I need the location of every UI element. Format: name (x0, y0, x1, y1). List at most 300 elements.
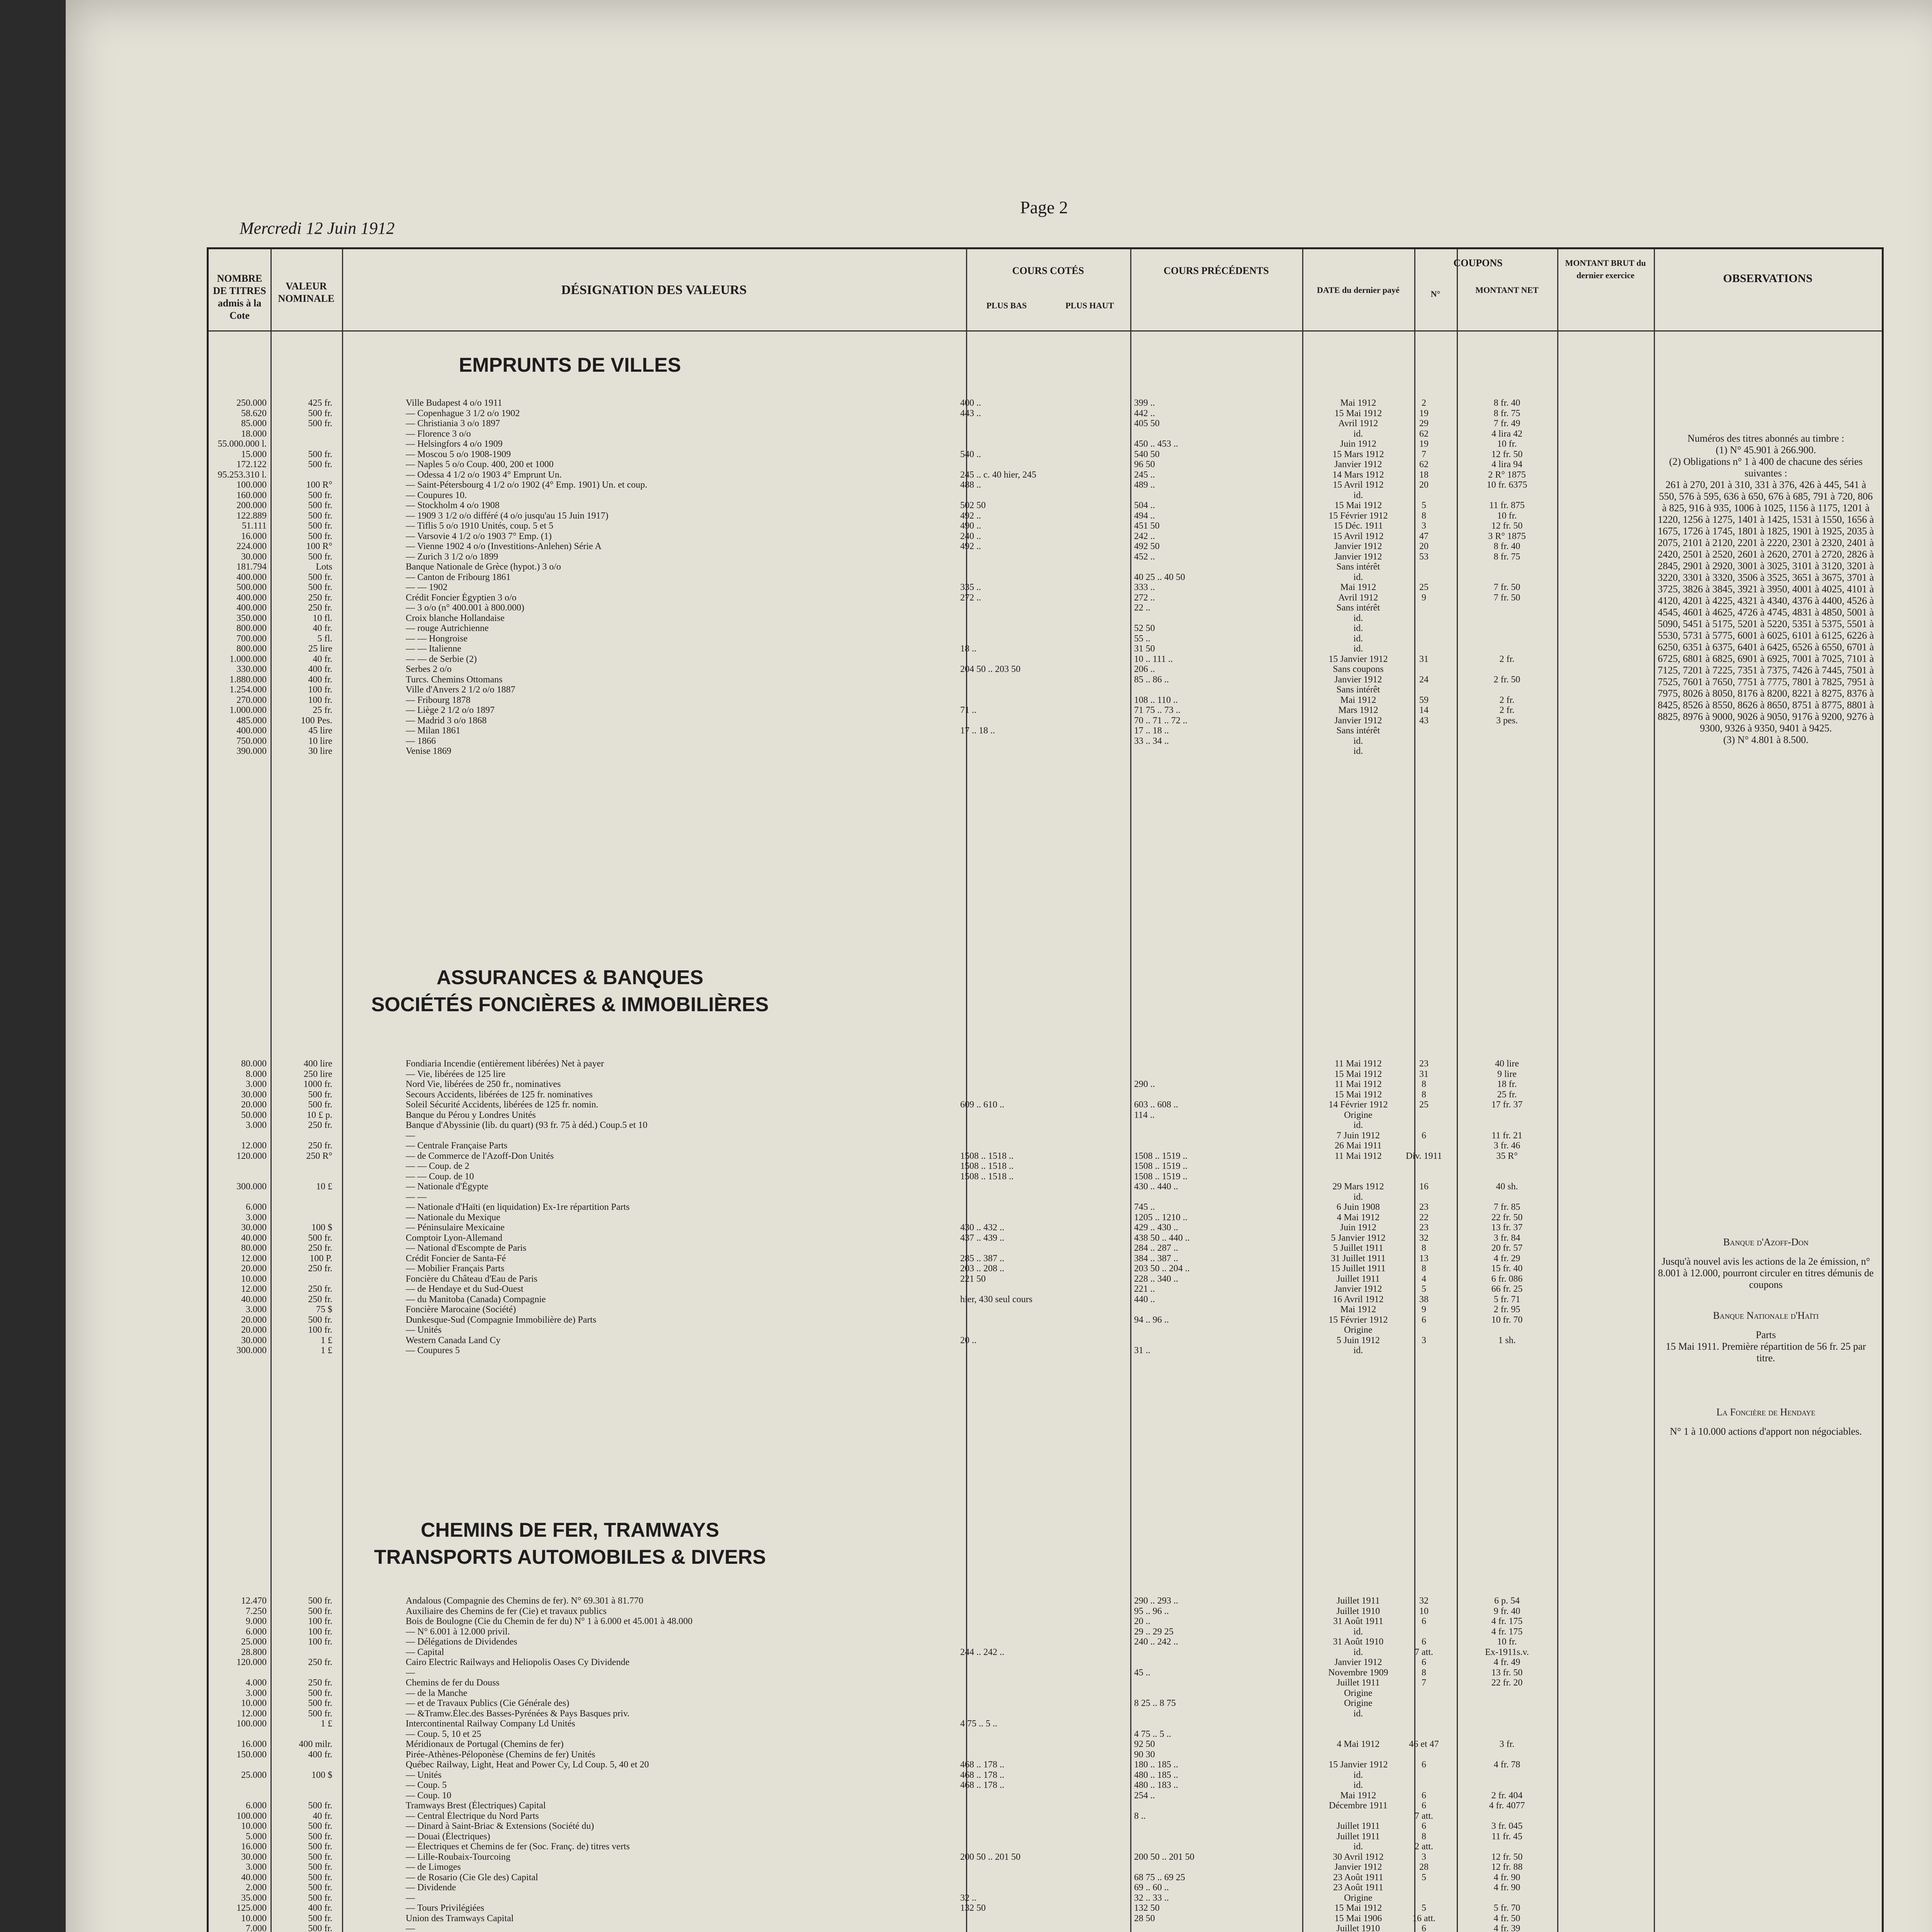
table-row (207, 726, 1880, 736)
cell-c: 285 .. 387 .. (960, 1253, 1004, 1264)
cell-no: 43 (1419, 715, 1429, 726)
cell-d: Chemins de fer du Douss (406, 1678, 500, 1688)
col-observations: OBSERVATIONS (1723, 272, 1813, 285)
cell-v: 25 lire (308, 644, 332, 654)
cell-m: 10 fr. 6375 (1486, 480, 1527, 490)
table-row (207, 1913, 1880, 1923)
cell-d: Crédit Foncier de Santa-Fé (406, 1253, 506, 1264)
table-row (207, 1657, 1880, 1667)
observation-hendaye-title: La Foncière de Hendaye (1716, 1406, 1815, 1418)
cell-p: 22 .. (1134, 603, 1150, 613)
cell-no: 5 (1422, 1872, 1426, 1883)
cell-v: 100 fr. (308, 685, 332, 695)
cell-d: — de Commerce de l'Azoff-Don Unités (406, 1151, 554, 1161)
cell-p: 540 50 (1134, 449, 1160, 459)
cell-n: 350.000 (236, 613, 267, 623)
cell-n: 700.000 (236, 633, 267, 644)
observation-haiti: Parts 15 Mai 1911. Première répartition de 56 fr. 25 par titre. (1665, 1329, 1866, 1364)
cell-m: 12 fr. 50 (1491, 1852, 1523, 1862)
cell-c: 204 50 .. 203 50 (960, 664, 1020, 674)
cell-dt: Origine (1344, 1325, 1372, 1335)
cell-v: 500 fr. (308, 408, 332, 418)
cell-d: — Dinard à Saint-Briac & Extensions (Société du) (406, 1821, 594, 1831)
cell-d: Western Canada Land Cy (406, 1335, 501, 1345)
table-row (207, 582, 1880, 592)
cell-m: 12 fr. 88 (1491, 1862, 1523, 1872)
table-row (207, 1182, 1880, 1192)
cell-v: 500 fr. (308, 1862, 332, 1872)
cell-n: 172.122 (236, 459, 267, 469)
cell-m: 2 fr. (1499, 654, 1515, 664)
cell-n: 8.000 (246, 1069, 267, 1079)
table-row (207, 1647, 1880, 1657)
table-row (207, 1274, 1880, 1284)
cell-n: 7.000 (246, 1923, 267, 1932)
cell-d: — Madrid 3 o/o 1868 (406, 715, 487, 726)
cell-d: — Canton de Fribourg 1861 (406, 572, 511, 582)
cell-d: — Vienne 1902 4 o/o (Investitions-Anlehen) Série A (406, 541, 602, 551)
cell-v: 500 fr. (308, 1883, 332, 1893)
cell-d: — Stockholm 4 o/o 1908 (406, 500, 500, 510)
cell-d: — — Coup. de 2 (406, 1161, 469, 1171)
cell-d: — Copenhague 3 1/2 o/o 1902 (406, 408, 520, 418)
cell-c: 1508 .. 1518 .. (960, 1171, 1014, 1182)
cell-c: 443 .. (960, 408, 981, 418)
cell-dt: id. (1353, 613, 1363, 623)
cell-d: — Coupures 5 (406, 1345, 460, 1355)
cell-n: 270.000 (236, 695, 267, 705)
cell-m: 3 fr. 045 (1491, 1821, 1523, 1831)
cell-v: 500 fr. (308, 1606, 332, 1616)
cell-n: 1.254.000 (230, 685, 267, 695)
cell-m: 35 R° (1496, 1151, 1518, 1161)
cell-no: 8 (1422, 1831, 1426, 1842)
cell-d: — Odessa 4 1/2 o/o 1903 4° Emprunt Un. (406, 469, 562, 480)
cell-m: 4 fr. 90 (1493, 1872, 1520, 1883)
cell-n: 6.000 (246, 1626, 267, 1637)
cell-no: 6 (1422, 1923, 1426, 1932)
table-row (207, 1596, 1880, 1606)
cell-n: 800.000 (236, 623, 267, 633)
cell-n: 800.000 (236, 644, 267, 654)
cell-dt: Janvier 1912 (1334, 1862, 1382, 1872)
cell-dt: id. (1353, 623, 1363, 633)
cell-d: — Varsovie 4 1/2 o/o 1903 7° Emp. (1) (406, 531, 552, 541)
cell-m: 66 fr. 25 (1491, 1284, 1523, 1294)
cell-d: — — Hongroise (406, 633, 468, 644)
cell-m: 5 fr. 71 (1493, 1294, 1520, 1304)
cell-d: — Naples 5 o/o Coup. 400, 200 et 1000 (406, 459, 554, 469)
cell-v: 1 £ (321, 1335, 332, 1345)
cell-dt: 31 Août 1911 (1333, 1616, 1383, 1626)
cell-no: 62 (1419, 429, 1429, 439)
table-row (207, 552, 1880, 562)
cell-p: 108 .. 110 .. (1134, 695, 1178, 705)
table-row (207, 1780, 1880, 1790)
cell-d: — de Limoges (406, 1862, 461, 1872)
table-row (207, 1739, 1880, 1749)
cell-n: 181.794 (236, 562, 267, 572)
cell-d: Banque Nationale de Grèce (hypot.) 3 o/o (406, 562, 561, 572)
table-row (207, 1852, 1880, 1862)
cell-m: 15 fr. 40 (1491, 1264, 1523, 1274)
cell-v: 500 fr. (308, 582, 332, 592)
table-row (207, 1141, 1880, 1151)
cell-v: 100 $ (311, 1223, 332, 1233)
cell-dt: id. (1353, 1345, 1363, 1355)
cell-p: 245 .. (1134, 469, 1155, 480)
table-row (207, 1637, 1880, 1647)
cell-d: Cairo Electric Railways and Heliopolis Oases Cy Dividende (406, 1657, 630, 1667)
cell-dt: Mai 1912 (1340, 695, 1376, 705)
cell-m: 2 fr. 50 (1493, 674, 1520, 685)
cell-n: 1.000.000 (230, 705, 267, 715)
cell-no: 14 (1419, 705, 1429, 715)
cell-d: — Nationale d'Haïti (en liquidation) Ex-1re répartition Parts (406, 1202, 630, 1212)
cell-d: Banque du Pérou y Londres Unités (406, 1110, 536, 1120)
cell-m: 4 fr. 50 (1493, 1913, 1520, 1923)
cell-no: 20 (1419, 480, 1429, 490)
table-row (207, 1821, 1880, 1831)
table-row (207, 1192, 1880, 1202)
cell-d: Méridionaux de Portugal (Chemins de fer) (406, 1739, 564, 1749)
cell-d: — rouge Autrichienne (406, 623, 489, 633)
cell-n: 3.000 (246, 1688, 267, 1698)
cell-c: 240 .. (960, 531, 981, 541)
cell-n: 5.000 (246, 1831, 267, 1842)
cell-m: 7 fr. 49 (1493, 418, 1520, 429)
cell-n: 10.000 (241, 1821, 267, 1831)
cell-m: 3 pes. (1496, 715, 1518, 726)
cell-d: — Douai (Électriques) (406, 1831, 490, 1842)
cell-dt: Janvier 1912 (1334, 1657, 1382, 1667)
cell-c: 20 .. (960, 1335, 976, 1345)
cell-v: 400 lire (304, 1059, 332, 1069)
cell-n: 3.000 (246, 1862, 267, 1872)
cell-n: 122.889 (236, 510, 267, 521)
table-row (207, 1079, 1880, 1089)
cell-d: Dunkesque-Sud (Compagnie Immobilière de) Parts (406, 1315, 597, 1325)
section-title-emprunts: EMPRUNTS DE VILLES (459, 354, 681, 376)
table-row (207, 1903, 1880, 1913)
cell-no: 16 att. (1412, 1913, 1435, 1923)
table-row (207, 1202, 1880, 1212)
table-row (207, 613, 1880, 623)
cell-dt: id. (1353, 1626, 1363, 1637)
cell-dt: id. (1353, 633, 1363, 644)
cell-d: — Lille-Roubaix-Tourcoing (406, 1852, 510, 1862)
cell-dt: 6 Juin 1908 (1336, 1202, 1380, 1212)
cell-p: 221 .. (1134, 1284, 1155, 1294)
cell-m: 2 fr. 95 (1493, 1304, 1520, 1315)
cell-dt: id. (1353, 429, 1363, 439)
cell-v: 250 fr. (308, 1243, 332, 1253)
cell-no: 53 (1419, 551, 1429, 562)
cell-n: 20.000 (241, 1315, 267, 1325)
cell-v: 250 fr. (308, 1678, 332, 1688)
table-row (207, 1709, 1880, 1719)
cell-d: — Coup. 5, 10 et 25 (406, 1729, 481, 1739)
cell-m: 11 fr. 45 (1492, 1831, 1522, 1842)
cell-v: 400 fr. (308, 1749, 332, 1760)
table-row (207, 562, 1880, 572)
cell-m: 17 fr. 37 (1491, 1100, 1523, 1110)
cell-dt: 5 Janvier 1912 (1331, 1233, 1386, 1243)
cell-m: 4 fr. 39 (1493, 1923, 1520, 1932)
cell-no: 6 (1422, 1821, 1426, 1831)
cell-v: 100 R° (306, 541, 332, 551)
cell-dt: 15 Mai 1906 (1334, 1913, 1382, 1923)
table-row (207, 1729, 1880, 1739)
cell-n: 3.000 (246, 1120, 267, 1130)
cell-p: 1205 .. 1210 .. (1134, 1212, 1187, 1223)
table-row (207, 1151, 1880, 1161)
cell-d: Secours Accidents, libérées de 125 fr. nominatives (406, 1089, 593, 1100)
cell-v: 500 fr. (308, 1831, 332, 1842)
cell-dt: Juillet 1910 (1336, 1923, 1380, 1932)
cell-p: 745 .. (1134, 1202, 1155, 1212)
cell-c: hier, 430 seul cours (960, 1294, 1032, 1304)
cell-c: 1508 .. 1518 .. (960, 1161, 1014, 1171)
cell-m: 8 fr. 75 (1493, 551, 1520, 562)
cell-v: 500 fr. (308, 490, 332, 500)
cell-d: — de Rosario (Cie Gle des) Capital (406, 1872, 538, 1883)
cell-p: 228 .. 340 .. (1134, 1274, 1178, 1284)
cell-dt: 15 Mai 1912 (1334, 1089, 1382, 1100)
cell-m: 7 fr. 50 (1493, 582, 1520, 592)
cell-p: 1508 .. 1519 .. (1134, 1171, 1187, 1182)
cell-p: 4 75 .. 5 .. (1134, 1729, 1171, 1739)
cell-v: 40 fr. (313, 623, 332, 633)
cell-dt: Juillet 1911 (1337, 1678, 1380, 1688)
cell-n: 250.000 (236, 398, 267, 408)
col-montant-brut: MONTANT BRUT du dernier exercice (1565, 258, 1646, 280)
cell-d: Québec Railway, Light, Heat and Power Cy, Ld Coup. 5, 40 et 20 (406, 1760, 649, 1770)
cell-no: 2 att. (1415, 1842, 1433, 1852)
cell-n: 120.000 (236, 1657, 267, 1667)
cell-v: 500 fr. (308, 1872, 332, 1883)
cell-c: 400 .. (960, 398, 981, 408)
cell-dt: Juillet 1910 (1336, 1606, 1380, 1616)
cell-v: 400 fr. (308, 1903, 332, 1913)
cell-p: 494 .. (1134, 510, 1155, 521)
cell-p: 10 .. 111 .. (1134, 654, 1173, 664)
col-date-dernier: DATE du dernier payé (1317, 285, 1400, 295)
cell-p: 451 50 (1134, 521, 1160, 531)
cell-n: 16.000 (241, 1842, 267, 1852)
cell-c: 71 .. (960, 705, 976, 715)
cell-c: 272 .. (960, 592, 981, 603)
cell-dt: Avril 1912 (1338, 592, 1378, 603)
cell-dt: 23 Août 1911 (1333, 1883, 1383, 1893)
cell-d: Turcs. Chemins Ottomans (406, 674, 503, 685)
cell-p: 492 50 (1134, 541, 1160, 551)
table-row (207, 429, 1880, 439)
cell-n: 400.000 (236, 572, 267, 582)
table-row (207, 1110, 1880, 1120)
cell-n: 35.000 (241, 1893, 267, 1903)
cell-d: — Coupures 10. (406, 490, 467, 500)
cell-no: 38 (1419, 1294, 1429, 1304)
table-row (207, 1698, 1880, 1708)
cell-n: 160.000 (236, 490, 267, 500)
cell-c: 200 50 .. 201 50 (960, 1852, 1020, 1862)
cell-n: 6.000 (246, 1202, 267, 1212)
table-row (207, 408, 1880, 418)
cell-c: 490 .. (960, 521, 981, 531)
cell-d: — — Italienne (406, 644, 461, 654)
cell-dt: Sans intérêt (1336, 603, 1380, 613)
cell-no: 59 (1419, 695, 1429, 705)
cell-dt: 26 Mai 1911 (1335, 1141, 1382, 1151)
cell-p: 28 50 (1134, 1913, 1155, 1923)
table-row (207, 1872, 1880, 1883)
cell-no: 3 (1422, 1852, 1426, 1862)
section-title-assurances: ASSURANCES & BANQUES (436, 966, 704, 989)
cell-n: 30.000 (241, 551, 267, 562)
cell-n: 400.000 (236, 726, 267, 736)
cell-m: 5 fr. 70 (1493, 1903, 1520, 1913)
cell-m: 4 lira 42 (1492, 429, 1522, 439)
cell-dt: id. (1353, 736, 1363, 746)
cell-dt: id. (1353, 490, 1363, 500)
cell-p: 384 .. 387 .. (1134, 1253, 1178, 1264)
cell-d: Crédit Foncier Égyptien 3 o/o (406, 592, 517, 603)
table-row (207, 1253, 1880, 1264)
cell-d: Soleil Sécurité Accidents, libérées de 125 fr. nomin. (406, 1100, 599, 1110)
table-row (207, 1606, 1880, 1616)
col-designation: DÉSIGNATION DES VALEURS (561, 283, 747, 297)
cell-d: — (406, 1130, 415, 1141)
table-row (207, 1315, 1880, 1325)
cell-n: 3.000 (246, 1079, 267, 1089)
cell-no: 23 (1419, 1223, 1429, 1233)
col-numero: N° (1430, 289, 1440, 299)
cell-no: 9 (1422, 1304, 1426, 1315)
cell-no: 16 (1419, 1182, 1429, 1192)
cell-d: Intercontinental Railway Company Ld Unités (406, 1719, 575, 1729)
cell-p: 85 .. 86 .. (1134, 674, 1169, 685)
cell-dt: 31 Juillet 1911 (1331, 1253, 1386, 1264)
cell-v: 250 fr. (308, 1294, 332, 1304)
cell-c: 488 .. (960, 480, 981, 490)
col-cours-cotes: COURS COTÉS (1012, 265, 1084, 276)
cell-dt: 15 Avril 1912 (1333, 480, 1384, 490)
table-row (207, 470, 1880, 480)
cell-n: 55.000.000 l. (218, 439, 267, 449)
cell-m: Ex-1911s.v. (1485, 1647, 1529, 1657)
cell-no: 31 (1419, 654, 1429, 664)
cell-n: 9.000 (246, 1616, 267, 1626)
cell-c: 1508 .. 1518 .. (960, 1151, 1014, 1161)
cell-d: — du Manitoba (Canada) Compagnie (406, 1294, 546, 1304)
cell-n: 25.000 (241, 1770, 267, 1780)
cell-n: 390.000 (236, 746, 267, 756)
col-cours-precedents: COURS PRÉCÉDENTS (1163, 265, 1269, 276)
cell-dt: 14 Février 1912 (1328, 1100, 1388, 1110)
cell-no: 8 (1422, 1667, 1426, 1678)
table-row (207, 1770, 1880, 1780)
cell-v: 500 fr. (308, 1708, 332, 1719)
cell-dt: 15 Février 1912 (1328, 1315, 1388, 1325)
table-row (207, 1923, 1880, 1932)
cell-no: 19 (1419, 439, 1429, 449)
cell-no: 31 (1419, 1069, 1429, 1079)
table-row (207, 439, 1880, 449)
observation-hendaye: N° 1 à 10.000 actions d'apport non négociables. (1670, 1426, 1862, 1437)
cell-v: 40 fr. (313, 1811, 332, 1821)
table-row (207, 1627, 1880, 1637)
cell-no: 25 (1419, 1100, 1429, 1110)
table-row (207, 1325, 1880, 1335)
cell-v: 500 fr. (308, 531, 332, 541)
cell-d: Auxiliaire des Chemins de fer (Cie) et travaux publics (406, 1606, 607, 1616)
cell-m: 3 fr. (1499, 1739, 1515, 1749)
cell-p: 31 .. (1134, 1345, 1150, 1355)
cell-p: 32 .. 33 .. (1134, 1893, 1169, 1903)
cell-d: — (406, 1923, 415, 1932)
cell-d: — Moscou 5 o/o 1908-1909 (406, 449, 511, 459)
table-row (207, 1335, 1880, 1345)
cell-no: 18 (1419, 469, 1429, 480)
cell-m: 2 fr. (1499, 695, 1515, 705)
cell-p: 132 50 (1134, 1903, 1160, 1913)
cell-v: 250 fr. (308, 1657, 332, 1667)
cell-dt: Janvier 1912 (1334, 674, 1382, 685)
table-row (207, 398, 1880, 408)
cell-d: — Central Électrique du Nord Parts (406, 1811, 539, 1821)
table-row (207, 418, 1880, 429)
cell-m: 8 fr. 40 (1493, 541, 1520, 551)
cell-dt: 15 Janvier 1912 (1328, 1760, 1388, 1770)
cell-p: 68 75 .. 69 25 (1134, 1872, 1185, 1883)
cell-c: 437 .. 439 .. (960, 1233, 1004, 1243)
cell-p: 33 .. 34 .. (1134, 736, 1169, 746)
cell-no: 6 (1422, 1801, 1426, 1811)
cell-v: 100 Pes. (301, 715, 332, 726)
cell-p: 240 .. 242 .. (1134, 1637, 1178, 1647)
cell-n: 80.000 (241, 1243, 267, 1253)
cell-c: 32 .. (960, 1893, 976, 1903)
cell-d: Ville Budapest 4 o/o 1911 (406, 398, 502, 408)
cell-p: 430 .. 440 .. (1134, 1182, 1178, 1192)
cell-c: 335 .. (960, 582, 981, 592)
observation-emprunts: Numéros des titres abonnés au timbre : (1) N° 45.901 à 266.900. (2) Obligations n° 1 à 400 de chacune des séries suivantes : 261 à 270, 201 à 310, 331 à 376, 426 à 445, 541 à 550, 576 à 595, 636 à 650, 676 à 685, 791 à 720, 806 à 825, 916 à 935, 1006 à 1025, 1156 à 1175, 1201 à 1220, 1256 à 1275, 1401 à 1425, 1531 à 1550, 1656 à 1675, 1726 à 1745, 1801 à 1825, 1901 à 1925, 2035 à 2075, 2101 à 2120, 2201 à 2220, 2301 à 2320, 2401 à 2420, 2501 à 2520, 2601 à 2620, 2701 à 2720, 2826 à 2845, 2901 à 2920, 3001 à 3025, 3101 à 3120, 3201 à 3220, 3301 à 3320, 3506 à 3525, 3651 à 3675, 3701 à 3725, 3826 à 3845, 3921 à 3950, 4001 à 4025, 4101 à 4120, 4201 à 4225, 4321 à 4340, 4376 à 4400, 4526 à 4545, 4601 à 4625, 4726 à 4745, 4831 à 4850, 5001 à 5090, 5451 à 5175, 5201 à 5220, 5351 à 5375, 5501 à 5530, 5731 à 5775, 6001 à 6025, 6101 à 6125, 6226 à 6250, 6351 à 6375, 6401 à 6425, 6526 à 6550, 6701 à 6725, 6801 à 6825, 6901 à 6925, 7001 à 7025, 7101 à 7125, 7201 à 7225, 7351 à 7375, 7426 à 7445, 7501 à 7525, 7601 à 7650, 7751 à 7775, 7801 à 7825, 7951 à 7975, 8026 à 8050, 8176 à 8200, 8221 à 8275, 8376 à 8425, 8526 à 8550, 8626 à 8650, 8751 à 8775, 8801 à 8825, 8976 à 9000, 9026 à 9050, 9176 à 9200, 9276 à 9300, 9326 à 9350, 9401 à 9425. (3) N° 4.801 à 8.500. (1658, 433, 1874, 745)
cell-n: 120.000 (236, 1151, 267, 1161)
cell-v: 500 fr. (308, 1913, 332, 1923)
cell-d: — — de Serbie (2) (406, 654, 477, 664)
cell-no: 7 att. (1415, 1811, 1433, 1821)
cell-n: 12.000 (241, 1708, 267, 1719)
cell-dt: 15 Mai 1912 (1334, 1069, 1382, 1079)
cell-no: 3 (1422, 521, 1426, 531)
cell-v: 10 lire (308, 736, 332, 746)
cell-n: 25.000 (241, 1637, 267, 1647)
cell-v: 10 £ (316, 1182, 332, 1192)
cell-d: — 1866 (406, 736, 436, 746)
cell-dt: 4 Mai 1912 (1337, 1739, 1380, 1749)
cell-no: 7 (1422, 1678, 1426, 1688)
table-row (207, 1616, 1880, 1626)
cell-m: 3 fr. 84 (1493, 1233, 1520, 1243)
cell-dt: Janvier 1912 (1334, 551, 1382, 562)
cell-d: — Zurich 3 1/2 o/o 1899 (406, 551, 498, 562)
cell-d: — Milan 1861 (406, 726, 461, 736)
cell-p: 92 50 (1134, 1739, 1155, 1749)
cell-p: 442 .. (1134, 408, 1155, 418)
cell-d: — &Tramw.Élec.des Basses-Pyrénées & Pays Basques priv. (406, 1708, 630, 1719)
cell-no: 5 (1422, 1284, 1426, 1294)
